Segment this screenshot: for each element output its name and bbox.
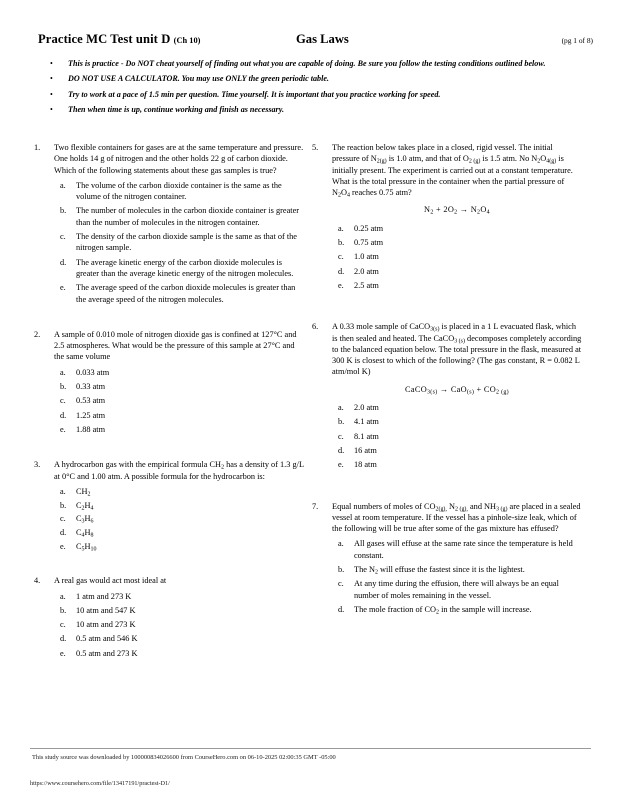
choice-b[interactable] — [332, 237, 582, 248]
choice-letter: a. — [60, 486, 66, 496]
choice-text: 1.88 atm — [76, 424, 106, 434]
formula-part: C — [76, 500, 82, 510]
bullet-icon: • — [50, 74, 53, 84]
choice-text: 2.0 atm — [354, 403, 379, 413]
choice-e[interactable] — [54, 648, 304, 659]
choice-letter: e. — [338, 280, 344, 290]
page-title-chapter: (Ch 10) — [173, 36, 201, 45]
choice-list — [332, 538, 582, 615]
choice-text: The volume of the carbon dioxide container is the same as the volume of the nitrogen container. — [76, 180, 282, 202]
equation-subscript: 2 — [477, 209, 481, 216]
stem-part: is initially present. The experiment is carried out at a constant temperature. What is the total pressure in the container when the partial pressure of N — [332, 154, 573, 198]
stem-part: N — [446, 501, 455, 511]
choice-letter: c. — [338, 579, 344, 589]
stem-subscript: 3 (g) — [496, 506, 508, 513]
choice-list — [332, 402, 582, 470]
choice-c[interactable] — [54, 395, 304, 406]
choice-a[interactable] — [54, 486, 304, 497]
choice-text — [76, 486, 304, 497]
choice-e[interactable] — [54, 282, 304, 305]
page-title-text: Practice MC Test unit D — [38, 32, 171, 46]
choice-b[interactable] — [54, 381, 304, 392]
choice-text — [76, 513, 304, 524]
choice-b[interactable] — [332, 564, 582, 575]
choice-text — [354, 604, 582, 615]
bullet-icon: • — [50, 89, 53, 99]
choice-letter: d. — [60, 410, 67, 420]
choice-letter: d. — [338, 445, 345, 455]
choice-letter: d. — [60, 257, 67, 267]
choice-c[interactable] — [54, 513, 304, 524]
choice-d[interactable] — [54, 410, 304, 421]
formula-subscript: 10 — [90, 546, 97, 553]
formula-part: C — [76, 527, 82, 537]
questions-column-left — [32, 142, 304, 667]
choice-e[interactable] — [332, 459, 582, 470]
choice-list — [54, 367, 304, 435]
choice-a[interactable] — [332, 223, 582, 234]
formula-part: C — [76, 541, 82, 551]
equation-subscript: 4 — [486, 209, 490, 216]
formula-subscript: 3 — [81, 518, 85, 525]
choice-letter: a. — [338, 539, 344, 549]
question-stem — [54, 459, 304, 482]
choice-letter: a. — [338, 223, 344, 233]
questions-column-right — [310, 142, 582, 623]
choice-subscript: 2 — [374, 569, 378, 576]
spacer — [32, 559, 304, 575]
choice-letter: d. — [60, 634, 67, 644]
choice-text — [76, 527, 304, 538]
choice-c[interactable] — [332, 431, 582, 442]
stem-part: O — [540, 154, 547, 164]
choice-text: 0.33 atm — [76, 382, 106, 392]
choice-list — [54, 591, 304, 659]
choice-b[interactable] — [54, 205, 304, 228]
choice-text: 2.5 atm — [354, 280, 379, 290]
choice-subscript: 2 — [436, 609, 440, 616]
choice-text: 2.0 atm — [354, 266, 379, 276]
formula-subscript: 4 — [81, 532, 85, 539]
formula-part: H — [84, 500, 91, 510]
choice-letter: d. — [338, 266, 345, 276]
instruction-text: Then when time is up, continue working and finish as necessary. — [68, 105, 285, 115]
choice-text: The average kinetic energy of the carbon dioxide molecules is greater than the average kinetic energy of the nitrogen molecules. — [76, 257, 294, 278]
equation-part: → CaO — [437, 384, 467, 394]
choice-d[interactable] — [332, 266, 582, 277]
choice-d[interactable] — [332, 445, 582, 456]
equation-part: CaCO — [405, 384, 427, 394]
choice-letter: b. — [338, 417, 345, 427]
formula-subscript: 6 — [90, 518, 94, 525]
choice-text: The number of molecules in the carbon dioxide container is greater than the number of molecules in the nitrogen container. — [76, 206, 300, 227]
choice-c[interactable] — [54, 619, 304, 630]
question-stem — [332, 142, 582, 198]
stem-part: reaches 0.75 atm? — [349, 188, 412, 198]
choice-letter: c. — [338, 252, 344, 262]
choice-letter: a. — [60, 180, 66, 190]
choice-d[interactable] — [332, 604, 582, 615]
choice-letter: b. — [60, 382, 67, 392]
instruction-item — [46, 73, 591, 84]
stem-subscript: 2 — [338, 192, 341, 199]
chemical-equation — [332, 204, 582, 215]
equation-part: N — [424, 205, 431, 215]
stem-subscript: 2(g), — [435, 506, 447, 513]
instruction-text: DO NOT USE A CALCULATOR. You may use ONLY the green periodic table. — [68, 74, 329, 84]
choice-letter: c. — [60, 620, 66, 630]
choice-text: 8.1 atm — [354, 431, 379, 441]
formula-subscript: 5 — [81, 546, 85, 553]
page-title — [38, 32, 200, 47]
stem-subscript: 2 (g) — [468, 158, 481, 165]
question-stem — [332, 501, 582, 535]
equation-subscript: (s) — [466, 389, 475, 396]
choice-letter: d. — [338, 604, 345, 614]
equation-part: + 2O — [433, 205, 455, 215]
choice-e[interactable] — [332, 280, 582, 291]
choice-a[interactable] — [54, 180, 304, 203]
choice-text: 16 atm — [354, 445, 377, 455]
equation-subscript: 2 — [430, 209, 434, 216]
equation-part: O — [480, 205, 487, 215]
choice-c[interactable] — [54, 231, 304, 254]
download-note: This study source was downloaded by 100000834026600 from CourseHero.com on 06-10-2025 02:00:35 GMT -05:00 — [32, 754, 336, 761]
choice-letter: c. — [60, 514, 66, 524]
page-indicator: (pg 1 of 8) — [561, 36, 593, 45]
choice-e[interactable] — [54, 541, 304, 552]
choice-part: in the sample will increase. — [439, 604, 532, 614]
choice-list — [54, 180, 304, 305]
choice-b[interactable] — [54, 500, 304, 511]
stem-subscript: 2 — [221, 464, 225, 471]
choice-text: 0.033 atm — [76, 367, 110, 377]
stem-part: The reaction below takes place in a closed, rigid vessel. The initial pressure of N — [332, 143, 553, 164]
choice-text: All gases will effuse at the same rate since the temperature is held constant. — [354, 539, 573, 560]
question-number: 6. — [312, 322, 319, 332]
choice-text: 10 atm and 547 K — [76, 605, 136, 615]
choice-letter: d. — [60, 527, 67, 537]
formula-part: H — [84, 541, 91, 551]
stem-part: decomposes completely according to the balanced equation below. The total pressure in the flask, measured at 300 K is closest to which of the following? (The gas constant, R = 0.082 L atm/mol K) — [332, 333, 582, 377]
spacer — [32, 443, 304, 459]
choice-letter: a. — [60, 367, 66, 377]
choice-letter: e. — [60, 648, 66, 658]
choice-text: 0.5 atm and 546 K — [76, 634, 138, 644]
source-url[interactable]: https://www.coursehero.com/file/13417191/practest-D1/ — [30, 780, 170, 787]
choice-text: 4.1 atm — [354, 417, 379, 427]
choice-letter: b. — [60, 206, 67, 216]
chemical-equation — [332, 384, 582, 395]
choice-list — [54, 486, 304, 552]
choice-letter: b. — [60, 605, 67, 615]
stem-part: A hydrocarbon gas with the empirical formula CH — [54, 460, 222, 470]
choice-c[interactable] — [332, 578, 582, 601]
choice-b[interactable] — [332, 416, 582, 427]
equation-subscript: 2 — [454, 209, 458, 216]
choice-a[interactable] — [54, 591, 304, 602]
instruction-text: Try to work at a pace of 1.5 min per question. Time yourself. It is important that you practice working for speed. — [68, 89, 441, 99]
choice-e[interactable] — [54, 424, 304, 435]
choice-d[interactable] — [54, 633, 304, 644]
question-6 — [310, 321, 582, 473]
choice-text — [354, 564, 582, 575]
choice-letter: e. — [60, 541, 66, 551]
choice-list — [332, 223, 582, 291]
choice-letter: c. — [60, 232, 66, 242]
stem-part: is 1.0 atm, and that of O — [386, 154, 469, 164]
choice-letter: e. — [60, 283, 66, 293]
instruction-item — [46, 104, 591, 115]
choice-text: 0.53 atm — [76, 396, 106, 406]
instructions-list — [46, 58, 591, 120]
formula-part: H — [84, 514, 91, 524]
choice-text: The density of the carbon dioxide sample is the same as that of the nitrogen sample. — [76, 232, 297, 253]
choice-letter: e. — [338, 460, 344, 470]
question-number: 2. — [34, 329, 41, 339]
choice-letter: b. — [338, 565, 345, 575]
stem-part: and NH — [467, 501, 497, 511]
choice-letter: c. — [60, 396, 66, 406]
instruction-text: This is practice - Do NOT cheat yourself of finding out what you are capable of doing. Be sure you follow the testing conditions outlined below. — [68, 59, 546, 68]
formula-subscript: 4 — [90, 505, 94, 511]
footer-divider — [30, 748, 591, 749]
instruction-item — [46, 89, 591, 100]
bullet-icon: • — [50, 105, 53, 115]
choice-text: 1.25 atm — [76, 410, 106, 420]
choice-part: will effuse the fastest since it is the lightest. — [377, 565, 525, 575]
spacer — [32, 313, 304, 329]
choice-text: 10 atm and 273 K — [76, 620, 136, 630]
question-stem: A real gas would act most ideal at — [54, 576, 167, 586]
choice-text: 1.0 atm — [354, 252, 379, 262]
choice-b[interactable] — [54, 605, 304, 616]
choice-a[interactable] — [54, 367, 304, 378]
choice-letter: c. — [338, 431, 344, 441]
choice-c[interactable] — [332, 251, 582, 262]
stem-part: A 0.33 mole sample of CaCO — [332, 322, 431, 332]
question-5 — [310, 142, 582, 294]
question-number: 7. — [312, 501, 319, 511]
choice-text: 0.75 atm — [354, 238, 384, 248]
question-number: 1. — [34, 143, 41, 152]
equation-part: + CO — [474, 384, 497, 394]
choice-text: 0.5 atm and 273 K — [76, 648, 138, 658]
question-7 — [310, 501, 582, 619]
spacer — [310, 299, 582, 321]
question-1 — [32, 142, 304, 308]
choice-part: The N — [354, 565, 375, 575]
choice-letter: b. — [338, 238, 345, 248]
choice-a[interactable] — [332, 402, 582, 413]
stem-subscript: 3(s) — [430, 326, 440, 333]
instruction-item — [46, 58, 591, 69]
choice-text: 18 atm — [354, 460, 377, 470]
stem-part: O — [340, 188, 347, 198]
formula-part: C — [76, 514, 82, 524]
choice-text: 0.25 atm — [354, 223, 384, 233]
stem-subscript: 2(g) — [376, 158, 387, 165]
stem-part: has a density of 1.3 g/L at 0°C and 1.00 atm. A possible formula for the hydrocarbon is: — [54, 460, 304, 481]
stem-part: is placed in a 1 L evacuated flask, which is then sealed and heated. The CaCO — [332, 322, 577, 343]
stem-subscript: 4 — [346, 192, 350, 199]
equation-subscript: 3(s) — [427, 389, 438, 396]
choice-d[interactable] — [54, 527, 304, 538]
choice-text — [76, 500, 304, 511]
question-stem — [332, 321, 582, 377]
equation-subscript: 2 (g) — [496, 389, 509, 396]
choice-text: At any time during the effusion, there will always be an equal number of moles remaining in the vessel. — [354, 579, 559, 600]
formula-part: H — [84, 527, 91, 537]
choice-text: 1 atm and 273 K — [76, 591, 132, 601]
question-2 — [32, 329, 304, 438]
document-header — [38, 32, 593, 52]
stem-subscript: 2 (g), — [454, 506, 468, 513]
stem-subscript: 4(g) — [546, 158, 557, 165]
spacer — [310, 479, 582, 501]
document-subject: Gas Laws — [296, 32, 349, 46]
question-number: 5. — [312, 143, 319, 152]
question-number: 3. — [34, 460, 41, 470]
choice-text — [76, 541, 304, 552]
stem-part: is 1.5 atm. No N — [480, 154, 538, 164]
choice-letter: e. — [60, 424, 66, 434]
formula-subscript: 2 — [87, 491, 91, 498]
stem-part: are placed in a sealed vessel at room temperature. If the vessel has a pinhole-size leak, which of the following will be true after some of the gas mixture has effused? — [332, 501, 581, 534]
choice-letter: a. — [338, 403, 344, 413]
formula-subscript: 8 — [90, 532, 94, 539]
formula-part: CH — [76, 486, 88, 496]
equation-part: → N — [457, 205, 478, 215]
question-3 — [32, 459, 304, 554]
stem-subscript: 2 — [537, 158, 541, 165]
choice-a[interactable] — [332, 538, 582, 561]
choice-part: The mole fraction of CO — [354, 604, 437, 614]
question-4 — [32, 575, 304, 662]
choice-letter: a. — [60, 591, 66, 601]
question-stem: A sample of 0.010 mole of nitrogen dioxide gas is confined at 127°C and 2.5 atmospheres. What would be the pressure of this sample at 27°C and the same volume — [54, 329, 297, 362]
choice-text: The average speed of the carbon dioxide molecules is greater than the average speed of the nitrogen molecules. — [76, 283, 296, 304]
stem-subscript: 3 (s) — [454, 338, 465, 345]
bullet-icon: • — [50, 59, 53, 68]
choice-letter: b. — [60, 500, 67, 510]
question-stem: Two flexible containers for gases are at the same temperature and pressure. One holds 14 g of nitrogen and the other holds 22 g of carbon dioxide. Which of the following statements about these gas samples is true? — [54, 143, 304, 175]
formula-subscript: 2 — [81, 505, 85, 511]
choice-d[interactable] — [54, 257, 304, 280]
question-number: 4. — [34, 576, 41, 586]
stem-part: Equal numbers of moles of CO — [332, 501, 436, 511]
